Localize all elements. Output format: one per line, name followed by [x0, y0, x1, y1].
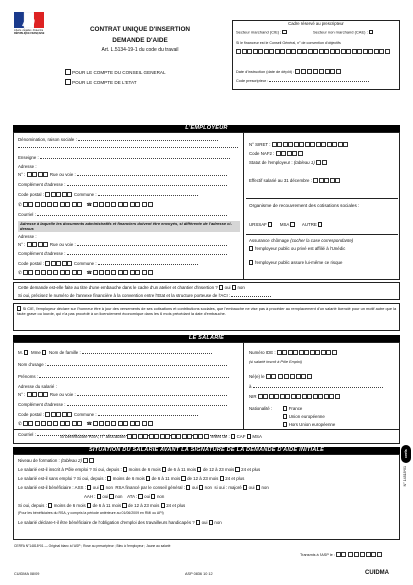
employeur-right-divider	[246, 198, 398, 199]
employeur-cp-commune[interactable]: Code postal : Commune :	[18, 192, 198, 197]
secteur-non-marchand[interactable]: Secteur non marchand (CAE) :	[313, 30, 375, 35]
alt-address-title: Adresse à laquelle les documents administratifs et financiers doivent être envoyés, si différente de l'adresse ci-dessus	[18, 221, 240, 232]
assurance-opt1[interactable]: l'employeur public ou privé est affilié à l'Unédic	[249, 246, 345, 251]
lieu-naissance-field[interactable]: à	[249, 384, 383, 389]
denomination-field[interactable]: Dénomination, raison sociale :	[18, 137, 218, 142]
cerfa-badge	[401, 445, 411, 545]
prescriber-box-title: Cadre réservé au prescripteur	[288, 21, 344, 26]
autre-checkbox[interactable]	[318, 222, 322, 226]
nationalite-france[interactable]: France	[283, 406, 302, 411]
employeur-section-header: L'EMPLOYEUR	[13, 125, 400, 132]
form-code: CUIDMA	[365, 570, 389, 576]
aah-ata-row[interactable]: AAH : oui non ATA : oui non	[84, 494, 165, 499]
situation-section-header: SITUATION DU SALARIÉ AVANT LA SIGNATURE DE LA DEMANDE D'AIDE INITIALE	[13, 447, 400, 454]
hors-ue-checkbox[interactable]	[283, 422, 287, 426]
organisme-label: Organisme de recouvrement des cotisations sociales :	[249, 203, 360, 208]
fax-icon: ☎	[86, 202, 93, 207]
salarie-complement[interactable]: Complément d'adresse :	[18, 402, 227, 407]
form-subtitle: DEMANDE D'AIDE	[112, 37, 168, 44]
numero-ide-field[interactable]: Numéro IDE :	[249, 350, 337, 355]
alt-complement[interactable]: Complément d'adresse :	[18, 251, 227, 256]
form-title: CONTRAT UNIQUE D'INSERTION	[89, 26, 191, 33]
sans-emploi-row[interactable]: Le salarié est-il sans emploi ? Si oui, depuis : moins de 6 mois de 6 à 11 mois de 12 à 23 mois 24 et plus	[18, 476, 245, 481]
secteur-marchand-checkbox[interactable]	[282, 30, 286, 34]
salarie-courriel[interactable]: Courriel :	[18, 432, 227, 437]
assurance-unedic-checkbox[interactable]	[249, 246, 253, 250]
aci-question[interactable]: Cette demande est-elle faite au titre d'une embauche dans le cadre d'un atelier et chantier d'insertion ? oui non	[18, 285, 245, 290]
ref-left: CUIDMA 08/09	[14, 572, 40, 576]
salarie-phones[interactable]: ✆ ☎	[18, 421, 153, 426]
ne-le-field[interactable]: Né(e) le	[249, 374, 312, 379]
secteur-marchand[interactable]: Secteur marchand (CIE) :	[236, 30, 288, 35]
alt-numero-rue[interactable]: N° : Rue ou voie :	[18, 242, 227, 247]
rsa-depuis-row[interactable]: Si oui, depuis : moins de 6 mois de 6 à 11 mois de 12 à 23 mois 24 et plus	[18, 503, 186, 508]
code-prescripteur-field[interactable]: Code prescripteur :	[236, 79, 369, 83]
employeur-complement[interactable]: Complément d'adresse :	[18, 182, 227, 187]
employeur-right-divider-2	[246, 234, 398, 235]
marianne-icon	[14, 12, 44, 28]
msa-checkbox[interactable]	[290, 222, 294, 226]
ue-checkbox[interactable]	[283, 414, 287, 418]
urssaf-checkbox[interactable]	[268, 222, 272, 226]
aci-annexe[interactable]: Si oui, précisez le numéro de l'annexe financière à la convention entre l'Etat et la structure porteuse de l'ACI :	[18, 293, 271, 298]
option-conseil-general[interactable]: POUR LE COMPTE DU CONSEIL GENERAL	[65, 69, 166, 75]
effectif-field[interactable]: Effectif salarié au 31 décembre :	[249, 178, 341, 183]
employeur-phones[interactable]	[18, 202, 153, 207]
aci-non-checkbox[interactable]	[232, 285, 236, 289]
employeur-courriel[interactable]: Courriel :	[18, 212, 227, 217]
republic-motto: Liberté • Égalité • Fraternité	[14, 29, 44, 33]
statut-field[interactable]: Statut de l'employeur : (tableau 1)	[249, 160, 327, 165]
prescriber-box	[232, 20, 400, 90]
m-checkbox[interactable]	[24, 350, 28, 354]
prenoms-field[interactable]: Prénoms :	[18, 374, 229, 379]
beneficiaire-row[interactable]: Le salarié est-il bénéficiaire : ASS : oui non RSA financé par le conseil général : oui non si oui : majoré oui non	[18, 485, 269, 490]
article-reference: Art. L.5134-19-1 du code du travail	[101, 47, 179, 53]
siret-field[interactable]: N° SIRET :	[249, 142, 349, 147]
handicap-row[interactable]: Le salarié déclare-t-il être bénéficiaire de l'obligation d'emploi des travailleurs handicapés ? oui non	[18, 520, 222, 525]
rsa-allocataire-field[interactable]: Si bénéficiaire RSA, n° allocataire relies de : CAF MSA	[60, 434, 262, 439]
code-naf-field[interactable]: Code NAF2 :	[249, 151, 303, 156]
formation-field[interactable]: Niveau de formation : (tableau 2)	[18, 458, 94, 463]
aci-oui-checkbox[interactable]	[219, 285, 223, 289]
civilite-nom[interactable]: M. Mme Nom de famille :	[18, 350, 212, 355]
option-conseil-checkbox[interactable]	[65, 69, 71, 75]
salarie-section-header: LE SALARIÉ	[13, 335, 400, 342]
employeur-numero-rue[interactable]: N° : Rue ou voie :	[18, 172, 227, 177]
nationalite-hors-ue[interactable]: Hors Union européenne	[283, 422, 335, 427]
republic-logo	[14, 12, 44, 34]
rsa-msa-checkbox[interactable]	[247, 434, 251, 438]
transmis-field[interactable]: Transmis à l'ASP le :	[300, 552, 382, 557]
republic-caption: RÉPUBLIQUE FRANÇAISE	[14, 31, 45, 35]
salarie-cp-commune[interactable]: Code postal : Commune :	[18, 412, 198, 417]
assurance-self-checkbox[interactable]	[249, 260, 253, 264]
mme-checkbox[interactable]	[42, 350, 46, 354]
assurance-label: Assurance chômage (cocher la case correspondante)	[249, 238, 354, 243]
cie-checkbox[interactable]	[17, 306, 21, 310]
date-instruction-field[interactable]: Date d'instruction (date de dépôt) :	[236, 69, 341, 74]
enseigne-field[interactable]: Enseigne :	[18, 155, 230, 160]
salarie-divider	[243, 342, 244, 429]
salarie-adresse-label: Adresse du salarié :	[18, 384, 57, 389]
ref-mid: ASP 0836 10 12	[185, 572, 213, 576]
nationalite-label: Nationalité :	[249, 406, 273, 411]
nom-usage-field[interactable]: Nom d'usage :	[18, 362, 227, 367]
convention-number-boxes[interactable]	[236, 49, 390, 54]
conseil-convention-line: Si le financeur est le Conseil Général, n° de convention d'objectifs	[236, 41, 341, 45]
option-etat-checkbox[interactable]	[65, 79, 71, 85]
caf-checkbox[interactable]	[231, 434, 235, 438]
nationalite-ue[interactable]: Union européenne	[283, 414, 325, 419]
organisme-options[interactable]: URSSAF MSA AUTRE	[249, 222, 324, 227]
footer-legal: CERFA N°14818*01 — Original blanc à l'ASP ; Rose au prescripteur ; Bleu à l'employeur ; Jaune au salarié	[14, 544, 171, 548]
salarie-numero-rue[interactable]: N° : Rue ou voie :	[18, 392, 227, 397]
alt-phones[interactable]: ✆ ☎	[18, 270, 153, 275]
rsa-note: (Pour les bénéficiaires du RSA, y compris la période antérieure au 01/06/2009 en RMI ou API)	[18, 511, 164, 515]
cerfa-number: N° 14818*01	[403, 466, 407, 487]
alt-cp-commune[interactable]: Code postal : Commune :	[18, 261, 198, 266]
salarie-bottom-divider	[13, 429, 400, 430]
alt-adresse-label: Adresse :	[18, 234, 37, 239]
secteur-non-marchand-checkbox[interactable]	[369, 30, 373, 34]
inscrit-pe-row[interactable]: Le salarié est-il inscrit à Pôle emploi ? Si oui, depuis : moins de 6 mois de 6 à 11 mois de 12 à 23 mois 24 et plus	[18, 467, 261, 472]
option-etat[interactable]: POUR LE COMPTE DE L'ETAT	[65, 79, 137, 85]
cie-note[interactable]: Si CIE, l'employeur déclare sur l'honneur être à jour des versements de ses cotisations et contributions sociales, que l'embauche ne vise pas à procéder au remplacement d'un salarié licencié pour un motif autre que la faute grave ou lourde, qui n'a pas procédé à un licenciement économique dans les 6 mois précédant la date d'embauche.	[17, 306, 397, 317]
denomination-line2[interactable]	[18, 144, 238, 149]
cerfa-logo: cerfa	[401, 445, 411, 463]
france-checkbox[interactable]	[283, 406, 287, 410]
nir-field[interactable]: NIR	[249, 394, 340, 399]
employeur-adresse-label: Adresse :	[18, 164, 37, 169]
employeur-divider	[243, 132, 244, 280]
assurance-opt2[interactable]: l'employeur public assure lui-même ce risque	[249, 260, 342, 265]
ide-hint: (si salarié inscrit à Pôle Emploi)	[249, 360, 302, 364]
phone-icon: ✆	[18, 202, 22, 207]
